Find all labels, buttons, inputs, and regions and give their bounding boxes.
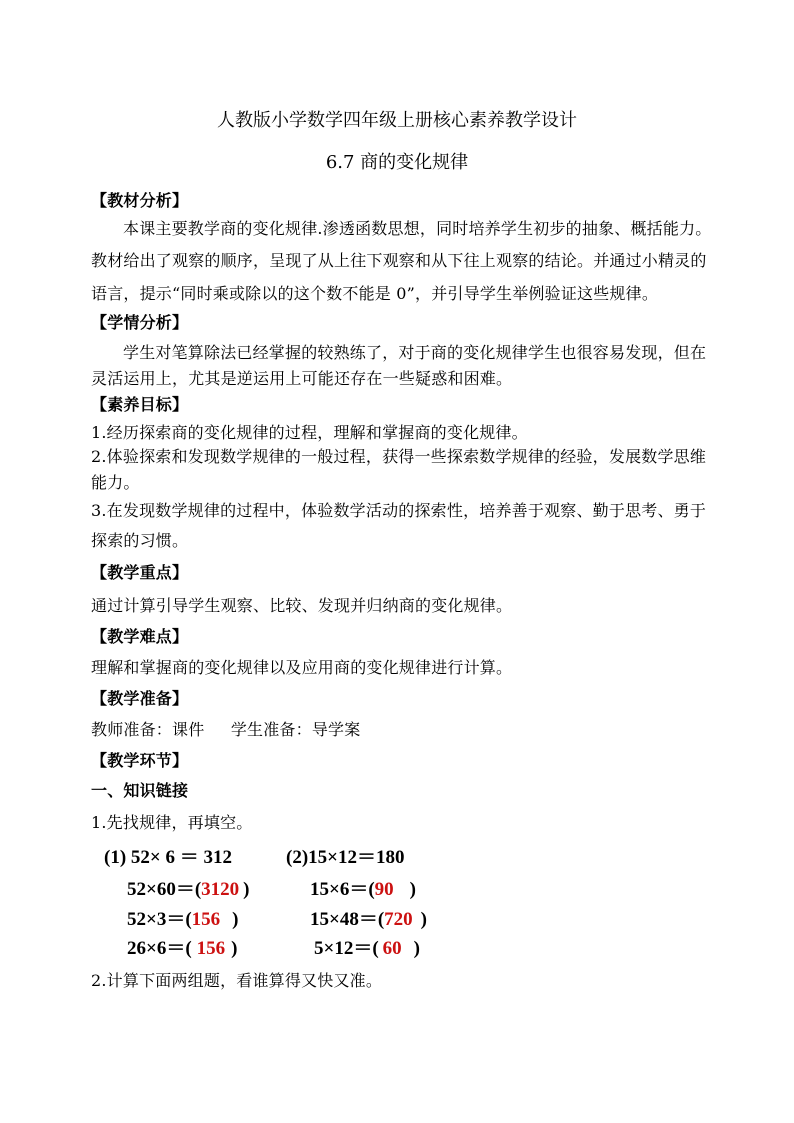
close-paren: ): [231, 938, 238, 959]
goal-3-line-1: 3.在发现数学规律的过程中，体验数学活动的探索性，培养善于观察、勤于思考、勇于: [91, 501, 707, 520]
expression: 15×48＝(: [310, 909, 385, 930]
exercise-g1-row-2: [127, 904, 238, 931]
part-1-heading: 一、知识链接: [91, 781, 189, 800]
student-line-2: 灵活运用上，尤其是逆运用上可能还存在一些疑惑和困难。: [91, 369, 513, 388]
exercise-g2-row-1: [310, 874, 416, 901]
expression: 52×3＝(: [127, 909, 192, 930]
close-paren: ): [232, 909, 239, 930]
heading-student-analysis: 【学情分析】: [91, 313, 189, 332]
close-paren: ): [409, 879, 416, 900]
answer: 720: [384, 909, 413, 930]
expression: 5×12＝(: [314, 938, 379, 959]
close-paren: ): [413, 938, 420, 959]
close-paren: ): [420, 909, 427, 930]
heading-teaching-process: 【教学环节】: [91, 751, 189, 770]
student-line-1: 学生对笔算除法已经掌握的较熟练了，对于商的变化规律学生也很容易发现，但在: [123, 343, 707, 362]
expression: 15×6＝(: [310, 879, 375, 900]
difficulties-text: 理解和掌握商的变化规律以及应用商的变化规律进行计算。: [91, 658, 513, 677]
heading-difficulties: 【教学难点】: [91, 627, 189, 646]
exercise-g2-row-2: [310, 904, 427, 931]
answer: 3120: [201, 879, 240, 900]
heading-preparation: 【教学准备】: [91, 689, 189, 708]
textbook-line-2: 教材给出了观察的顺序，呈现了从上往下观察和从下往上观察的结论。并通过小精灵的: [91, 251, 707, 270]
heading-goals: 【素养目标】: [91, 395, 189, 414]
exercise-g1-row-1: [127, 874, 249, 901]
exercise-group-2-head: (2)15×12＝180: [286, 847, 405, 868]
exercise-group-1-head: (1) 52× 6 ＝ 312: [104, 847, 232, 868]
exercise-g2-row-3: [314, 933, 420, 960]
key-points-text: 通过计算引导学生观察、比较、发现并归纳商的变化规律。: [91, 596, 513, 615]
close-paren: ): [243, 879, 250, 900]
answer: 90: [374, 879, 394, 900]
question-2: 2.计算下面两组题，看谁算得又快又准。: [91, 971, 383, 990]
textbook-line-1: 本课主要教学商的变化规律.渗透函数思想，同时培养学生初步的抽象、概括能力。: [123, 219, 712, 238]
answer: 156: [196, 938, 226, 959]
expression: 26×6＝(: [127, 938, 192, 959]
heading-textbook-analysis: 【教材分析】: [91, 191, 189, 210]
lesson-title: 6.7 商的变化规律: [325, 152, 469, 173]
question-1: 1.先找规律，再填空。: [91, 813, 253, 832]
answer: 60: [382, 938, 402, 959]
document-title: 人教版小学数学四年级上册核心素养教学设计: [217, 110, 577, 131]
exercise-g1-row-3: [127, 933, 237, 960]
answer: 156: [191, 909, 221, 930]
goal-1: 1.经历探索商的变化规律的过程，理解和掌握商的变化规律。: [91, 423, 528, 442]
goal-3-line-2: 探索的习惯。: [91, 531, 189, 550]
goal-2-line-1: 2.体验探索和发现数学规律的一般过程，获得一些探索数学规律的经验，发展数学思维: [91, 447, 707, 466]
expression: 52×60＝(: [127, 879, 202, 900]
heading-key-points: 【教学重点】: [91, 563, 189, 582]
preparation-text: 教师准备：课件 学生准备：导学案: [91, 720, 361, 739]
textbook-line-3: 语言，提示“同时乘或除以的这个数不能是 0”，并引导学生举例验证这些规律。: [91, 284, 659, 303]
goal-2-line-2: 能力。: [91, 473, 140, 492]
